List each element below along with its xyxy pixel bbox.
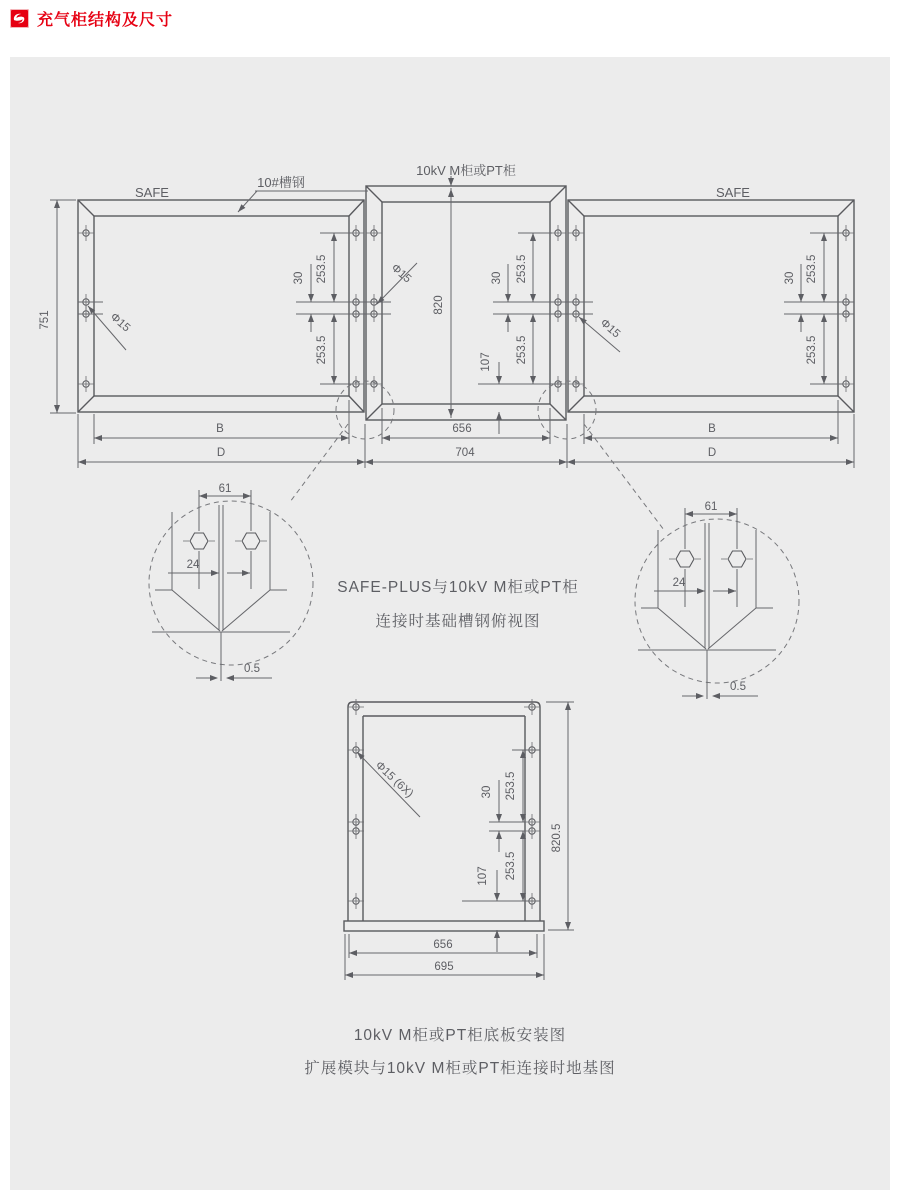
- dim-2535-base-bottom: 253.5: [505, 851, 517, 881]
- detail-dim-24-right: 24: [672, 577, 686, 589]
- middle-cabinet-outer-frame: [366, 186, 566, 420]
- detail-dim-24-left: 24: [186, 559, 200, 571]
- detail-caption-line2: 连接时基础槽钢俯视图: [375, 613, 541, 630]
- detail-caption-line1: SAFE-PLUS与10kV M柜或PT柜: [337, 579, 579, 596]
- dim-8205: 820.5: [551, 823, 563, 853]
- detail-view-left: [149, 483, 313, 681]
- detail-dim-61-right: 61: [704, 501, 718, 513]
- middle-cabinet-inner-frame: [382, 202, 550, 404]
- dim-phi15-middle: Φ15: [388, 262, 414, 286]
- dim-695-base: 695: [434, 961, 454, 973]
- dim-phi15-right: Φ15: [597, 317, 623, 341]
- dim-2535-base-top: 253.5: [505, 771, 517, 801]
- dim-30-base: 30: [481, 785, 493, 799]
- dim-phi15-left: Φ15: [107, 311, 133, 335]
- bottom-caption-line1: 10kV M柜或PT柜底板安装图: [353, 1027, 567, 1044]
- detail-view-right: [635, 501, 799, 699]
- base-plate-frame: [344, 702, 544, 931]
- frame-miter-lines: [78, 186, 854, 420]
- dim-751: 751: [39, 310, 51, 330]
- arrowheads: [54, 178, 854, 465]
- safe-label-right: SAFE: [716, 185, 750, 200]
- dim-B-right: B: [708, 423, 716, 435]
- bolt-holes: [78, 225, 854, 392]
- dim-704: 704: [455, 447, 475, 459]
- right-cabinet-outer-frame: [568, 200, 854, 412]
- dim-2535-left-top: 253.5: [316, 254, 328, 284]
- callout-leader-lines: [290, 424, 664, 530]
- dim-B-left: B: [216, 423, 224, 435]
- detail-dim-05-right: 0.5: [730, 681, 746, 693]
- dim-107: 107: [480, 352, 492, 372]
- dim-30-right: 30: [784, 271, 796, 285]
- dim-30-left: 30: [293, 271, 305, 285]
- dim-656: 656: [452, 423, 472, 435]
- dim-30-middle: 30: [491, 271, 503, 285]
- left-cabinet-inner-frame: [94, 216, 349, 396]
- cabinet-frames: [78, 186, 854, 420]
- dim-D-left: D: [216, 447, 226, 459]
- safe-label-left: SAFE: [135, 185, 169, 200]
- dim-820: 820: [433, 295, 445, 315]
- middle-cabinet-label: 10kV M柜或PT柜: [416, 163, 516, 178]
- channel-steel-label: 10#槽钢: [257, 175, 305, 190]
- dim-107-base: 107: [477, 866, 489, 886]
- dim-2535-right-top: 253.5: [806, 254, 818, 284]
- dim-2535-middle-bottom: 253.5: [516, 335, 528, 365]
- dim-2535-left-bottom: 253.5: [316, 335, 328, 365]
- detail-dim-61-left: 61: [218, 483, 232, 495]
- bottom-drawing: [344, 699, 574, 980]
- detail-dim-05-left: 0.5: [244, 663, 260, 675]
- left-cabinet-outer-frame: [78, 200, 364, 412]
- dim-D-right: D: [707, 447, 717, 459]
- bottom-caption-line2: 扩展模块与10kV M柜或PT柜连接时地基图: [304, 1060, 616, 1077]
- dim-656-base: 656: [433, 939, 453, 951]
- dim-phi15-6x: Φ15 (6X): [372, 759, 416, 801]
- dim-2535-middle-top: 253.5: [516, 254, 528, 284]
- top-drawing: [39, 163, 854, 530]
- dim-2535-right-bottom: 253.5: [806, 335, 818, 365]
- page-title: 充气柜结构及尺寸: [37, 12, 174, 29]
- right-cabinet-inner-frame: [584, 216, 838, 396]
